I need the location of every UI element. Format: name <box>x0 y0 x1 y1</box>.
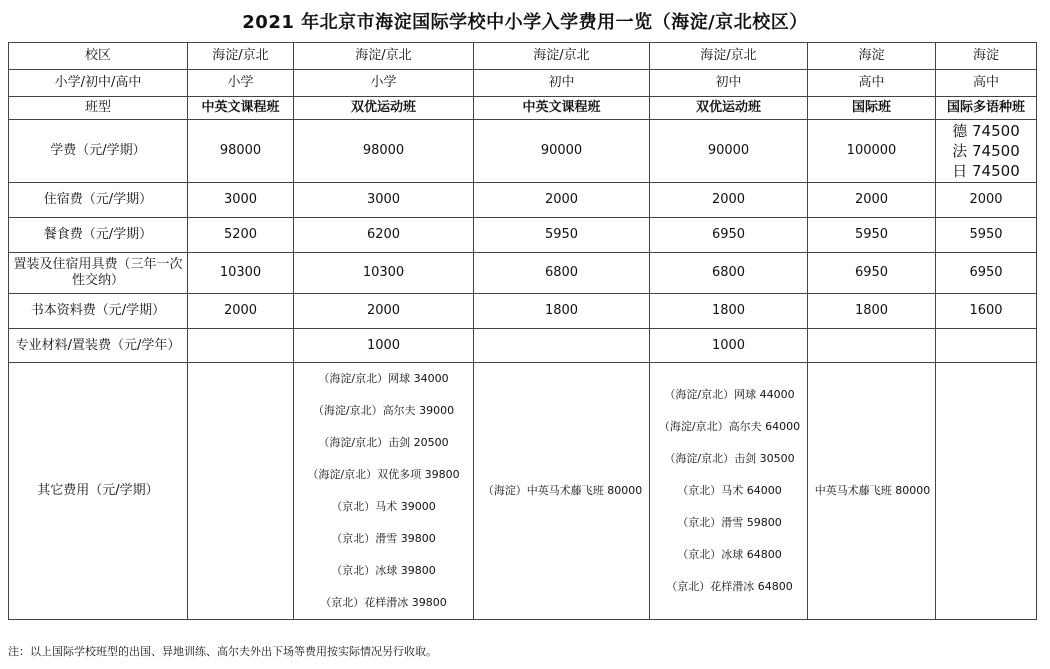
cell-other-empty <box>936 363 1037 620</box>
row-uniform <box>9 253 1037 294</box>
list-item: 中英马术藤飞班 80000 <box>814 484 931 497</box>
row-label-books: 书本资料费（元/学期） <box>9 294 188 329</box>
cell-uniform: 6950 <box>936 253 1037 294</box>
tuition-german: 德 74500 <box>952 122 1020 140</box>
cell-class-type: 双优运动班 <box>650 97 808 120</box>
row-campus <box>9 43 1037 70</box>
cell-other-fees <box>808 363 936 620</box>
cell-other-fees <box>650 363 808 620</box>
list-item: （海淀/京北）高尔夫 39000 <box>312 404 455 417</box>
list-item: （京北）冰球 39800 <box>331 564 436 577</box>
cell-other-fees <box>294 363 474 620</box>
list-item: （京北）滑雪 59800 <box>677 516 782 529</box>
cell-materials <box>474 329 650 363</box>
cell-class-type: 国际多语种班 <box>936 97 1037 120</box>
row-meals <box>9 218 1037 253</box>
cell-uniform: 10300 <box>294 253 474 294</box>
list-item: （京北）冰球 64800 <box>677 548 782 561</box>
cell-meals: 5950 <box>936 218 1037 253</box>
row-label-materials: 专业材料/置装费（元/学年） <box>9 329 188 363</box>
row-label-boarding: 住宿费（元/学期） <box>9 183 188 218</box>
cell-boarding: 2000 <box>936 183 1037 218</box>
list-item: （海淀）中英马术藤飞班 80000 <box>482 484 643 497</box>
cell-boarding: 3000 <box>188 183 294 218</box>
cell-meals: 5950 <box>474 218 650 253</box>
cell-books: 2000 <box>188 294 294 329</box>
cell-boarding: 3000 <box>294 183 474 218</box>
row-label-uniform: 置装及住宿用具费（三年一次性交纳） <box>9 253 188 294</box>
row-level <box>9 70 1037 97</box>
footnote: 注：以上国际学校班型的出国、异地训练、高尔夫外出下场等费用按实际情况另行收取。 <box>8 645 437 658</box>
list-item: （京北）马术 64000 <box>677 484 782 497</box>
cell-books: 1800 <box>650 294 808 329</box>
cell-materials <box>936 329 1037 363</box>
cell-books: 1800 <box>808 294 936 329</box>
cell-uniform: 6950 <box>808 253 936 294</box>
row-label-class-type: 班型 <box>9 97 188 120</box>
list-item: （海淀/京北）双优多项 39800 <box>307 468 460 481</box>
cell-level: 高中 <box>808 70 936 97</box>
cell-other-fees <box>474 363 650 620</box>
cell-books: 2000 <box>294 294 474 329</box>
cell-materials: 1000 <box>650 329 808 363</box>
cell-campus: 海淀/京北 <box>294 43 474 70</box>
cell-uniform: 10300 <box>188 253 294 294</box>
list-item: （海淀/京北）网球 44000 <box>664 388 795 401</box>
cell-class-type: 中英文课程班 <box>188 97 294 120</box>
list-item: （京北）滑雪 39800 <box>331 532 436 545</box>
list-item: （海淀/京北）高尔夫 64000 <box>658 420 801 433</box>
cell-materials <box>188 329 294 363</box>
cell-campus: 海淀 <box>808 43 936 70</box>
cell-tuition-languages <box>936 120 1037 183</box>
list-item: （海淀/京北）网球 34000 <box>318 372 449 385</box>
page-title: 2021 年北京市海淀国际学校中小学入学费用一览（海淀/京北校区） <box>242 12 808 33</box>
row-books <box>9 294 1037 329</box>
cell-campus: 海淀 <box>936 43 1037 70</box>
cell-boarding: 2000 <box>474 183 650 218</box>
cell-tuition: 98000 <box>294 120 474 183</box>
cell-meals: 5200 <box>188 218 294 253</box>
cell-campus: 海淀/京北 <box>474 43 650 70</box>
row-other-fees <box>9 363 1037 620</box>
cell-materials: 1000 <box>294 329 474 363</box>
row-label-tuition: 学费（元/学期） <box>9 120 188 183</box>
cell-books: 1600 <box>936 294 1037 329</box>
cell-meals: 6950 <box>650 218 808 253</box>
cell-tuition: 90000 <box>474 120 650 183</box>
tuition-japanese: 日 74500 <box>952 162 1020 180</box>
cell-class-type: 中英文课程班 <box>474 97 650 120</box>
cell-campus: 海淀/京北 <box>188 43 294 70</box>
row-label-campus: 校区 <box>9 43 188 70</box>
list-item: （京北）花样滑冰 39800 <box>320 596 447 609</box>
cell-books: 1800 <box>474 294 650 329</box>
cell-meals: 6200 <box>294 218 474 253</box>
cell-class-type: 双优运动班 <box>294 97 474 120</box>
cell-level: 小学 <box>188 70 294 97</box>
list-item: （京北）花样滑冰 64800 <box>666 580 793 593</box>
row-label-level: 小学/初中/高中 <box>9 70 188 97</box>
cell-campus: 海淀/京北 <box>650 43 808 70</box>
row-label-other-fees: 其它费用（元/学期） <box>9 363 188 620</box>
cell-uniform: 6800 <box>474 253 650 294</box>
list-item: （京北）马术 39000 <box>331 500 436 513</box>
row-materials <box>9 329 1037 363</box>
cell-level: 初中 <box>474 70 650 97</box>
tuition-french: 法 74500 <box>952 142 1020 160</box>
cell-tuition: 90000 <box>650 120 808 183</box>
cell-boarding: 2000 <box>650 183 808 218</box>
cell-meals: 5950 <box>808 218 936 253</box>
row-class-type <box>9 97 1037 120</box>
cell-materials <box>808 329 936 363</box>
row-boarding <box>9 183 1037 218</box>
cell-class-type: 国际班 <box>808 97 936 120</box>
row-tuition <box>9 120 1037 183</box>
cell-level: 初中 <box>650 70 808 97</box>
cell-level: 小学 <box>294 70 474 97</box>
list-item: （海淀/京北）击剑 30500 <box>664 452 795 465</box>
cell-other-empty <box>188 363 294 620</box>
row-label-meals: 餐食费（元/学期） <box>9 218 188 253</box>
cell-uniform: 6800 <box>650 253 808 294</box>
cell-tuition: 100000 <box>808 120 936 183</box>
list-item: （海淀/京北）击剑 20500 <box>318 436 449 449</box>
cell-boarding: 2000 <box>808 183 936 218</box>
cell-level: 高中 <box>936 70 1037 97</box>
fee-table <box>8 42 1037 620</box>
cell-tuition: 98000 <box>188 120 294 183</box>
